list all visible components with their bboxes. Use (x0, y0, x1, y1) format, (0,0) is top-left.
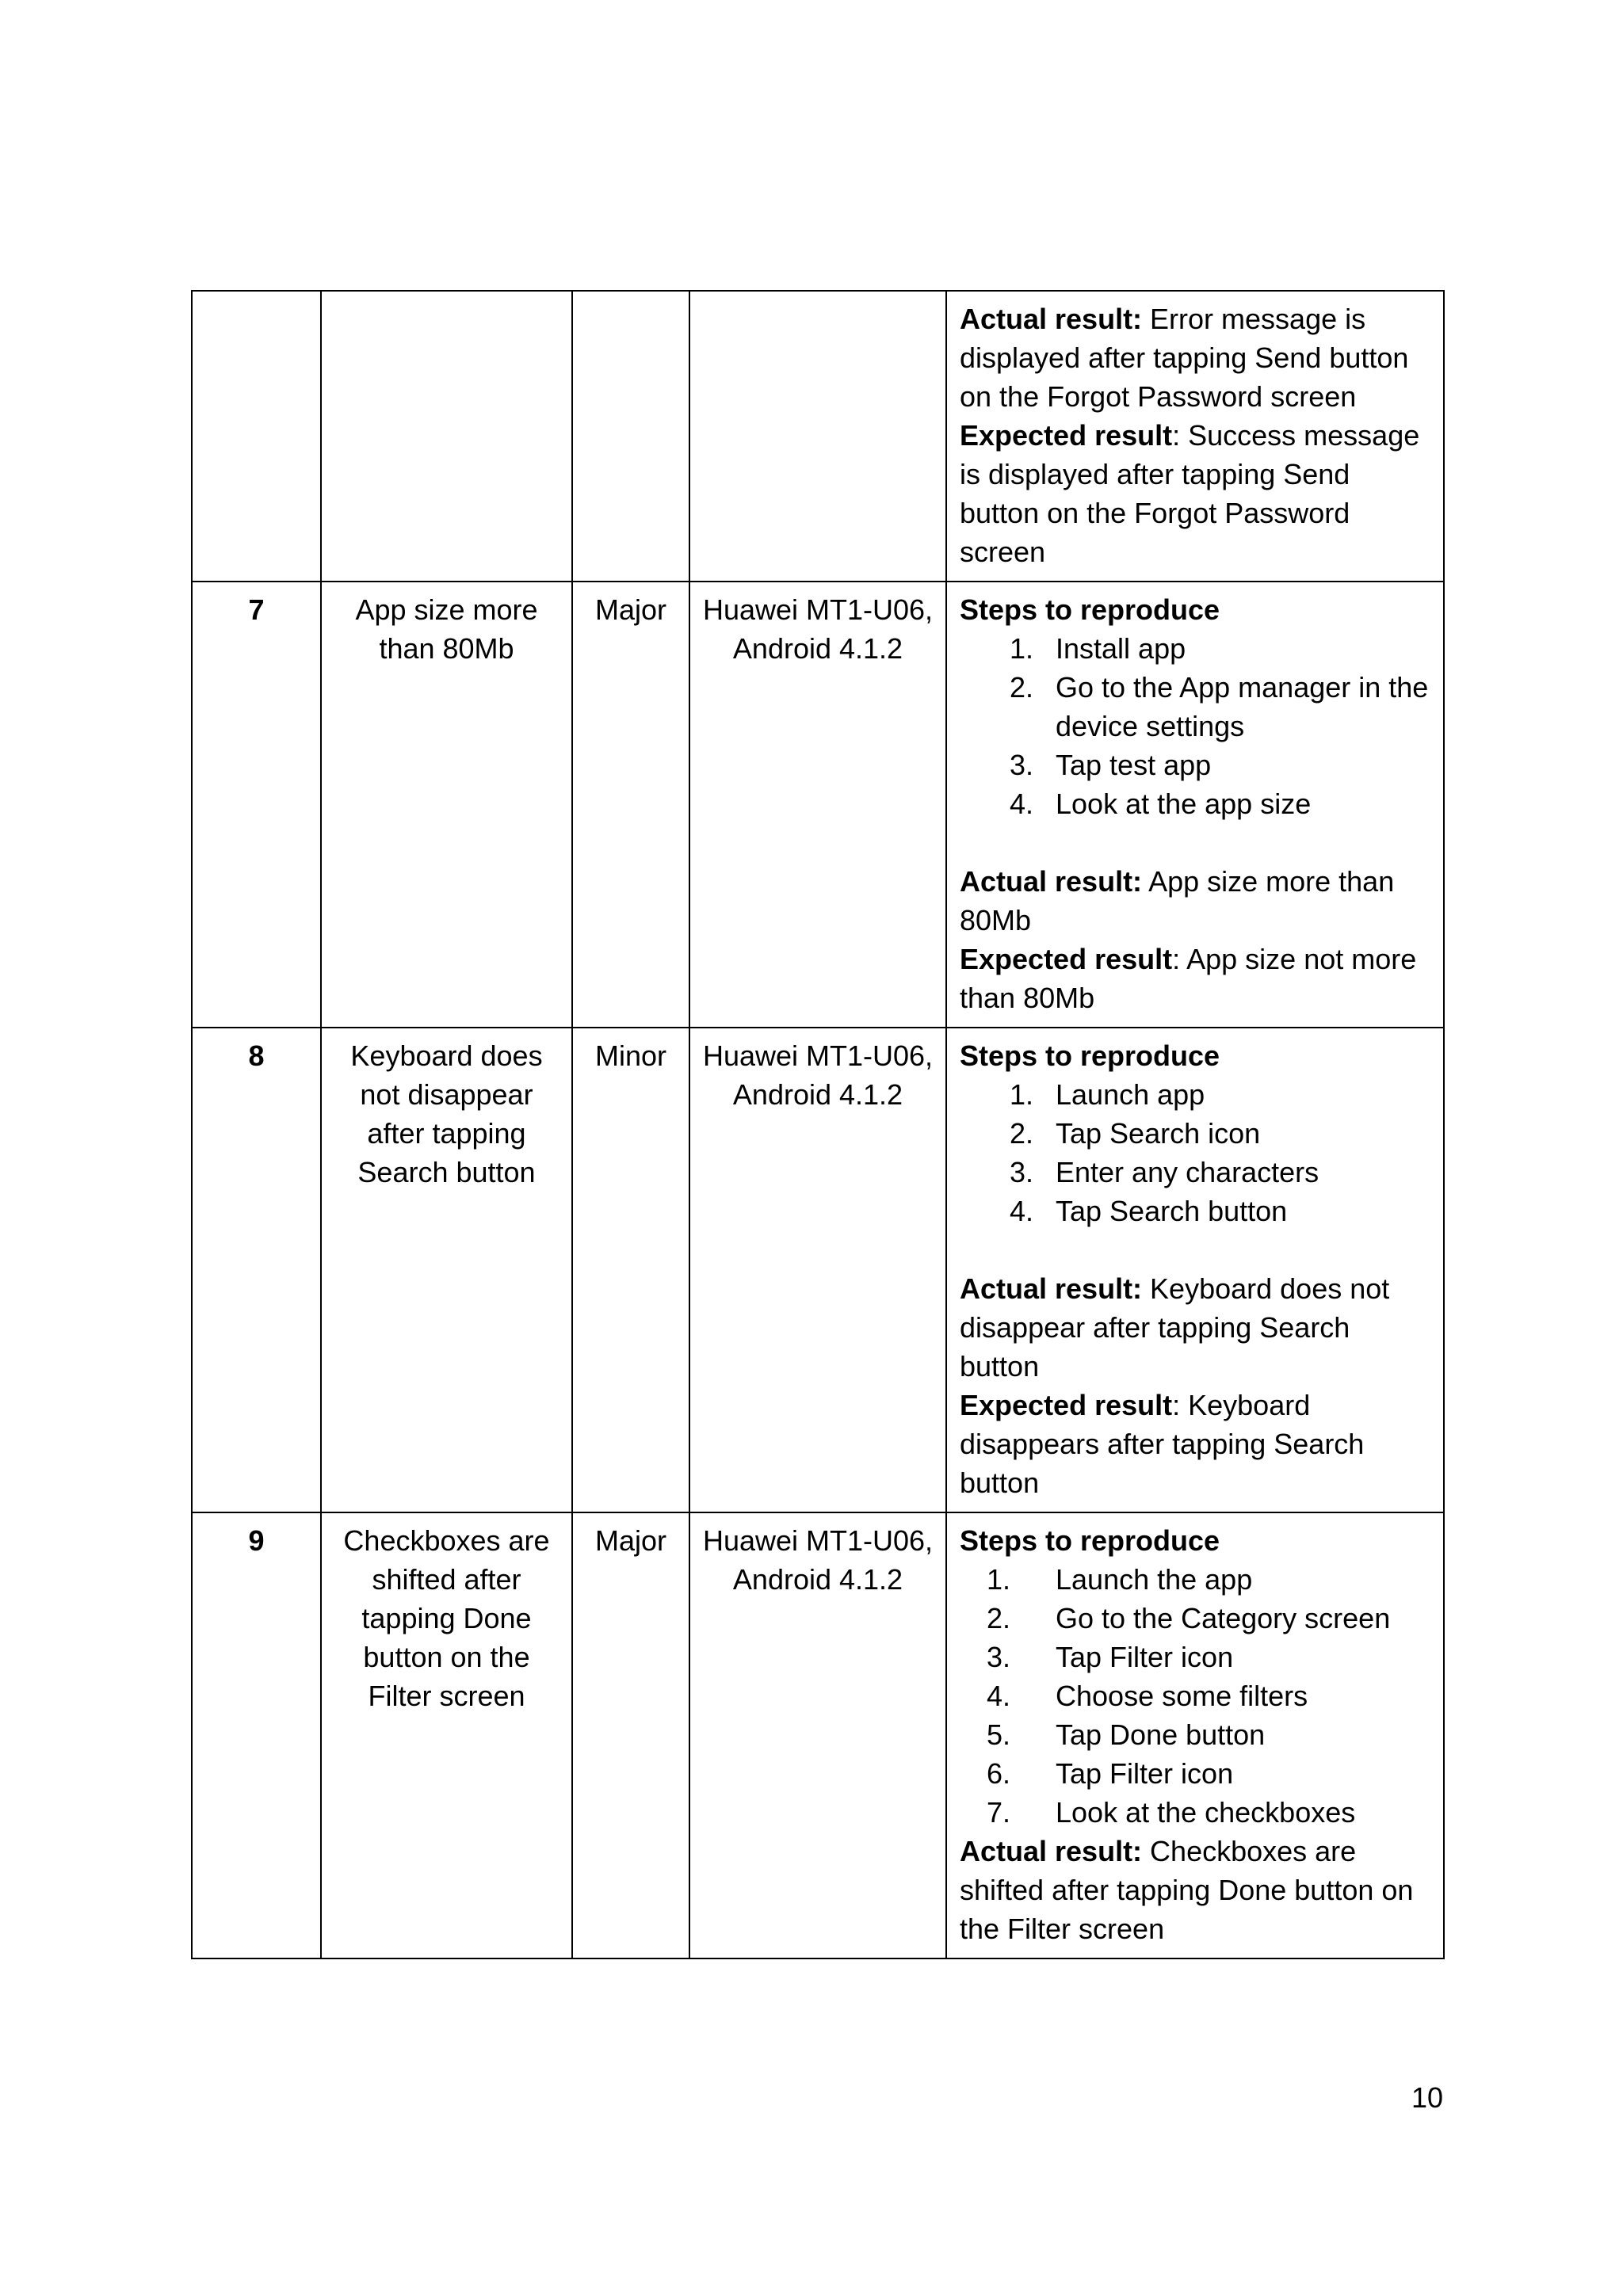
list-item: 1. Launch app (1009, 1078, 1205, 1111)
list-item: 2. Go to the App manager in the device settings (1009, 671, 1429, 742)
page-number: 10 (1411, 2081, 1443, 2114)
list-item: 6. Tap Filter icon (986, 1757, 1234, 1790)
steps-title: Steps to reproduce (960, 593, 1220, 626)
steps-title: Steps to reproduce (960, 1524, 1220, 1557)
bug-number-cell (192, 291, 321, 582)
actual-result: Actual result: Checkboxes are shifted after tapping Done button on the Filter screen (960, 1835, 1414, 1945)
actual-result: Actual result: App size more than 80Mb (960, 865, 1395, 936)
bug-severity-cell: Minor (572, 1028, 689, 1512)
bug-number-cell: 8 (192, 1028, 321, 1512)
list-item: 2. Go to the Category screen (986, 1602, 1391, 1634)
bug-description-cell (946, 582, 1444, 1028)
expected-result: Expected result: Success message is displayed after tapping Send button on the Forgot Password screen (960, 419, 1420, 568)
bug-device-cell: Huawei MT1-U06, Android 4.1.2 (689, 582, 946, 1028)
list-item: 4. Tap Search button (1009, 1195, 1288, 1227)
bug-severity-cell: Major (572, 582, 689, 1028)
list-item: 3. Enter any characters (1009, 1156, 1319, 1188)
bug-description-cell (946, 1512, 1444, 1958)
bug-number-cell: 7 (192, 582, 321, 1028)
bug-description-cell (946, 1028, 1444, 1512)
table-row (192, 1028, 1444, 1512)
steps-list (960, 1075, 1435, 1230)
bug-severity-cell: Major (572, 1512, 689, 1958)
list-item: 1. Install app (1009, 632, 1186, 665)
actual-result: Actual result: Keyboard does not disappear after tapping Search button (960, 1272, 1390, 1383)
list-item: 7. Look at the checkboxes (986, 1796, 1356, 1829)
bug-number-cell: 9 (192, 1512, 321, 1958)
list-item: 2. Tap Search icon (1009, 1117, 1261, 1150)
steps-list (960, 629, 1435, 823)
table-row (192, 291, 1444, 582)
steps-list (960, 1560, 1435, 1832)
bug-summary-cell (321, 291, 572, 582)
expected-result: Expected result: Keyboard disappears after tapping Search button (960, 1389, 1365, 1499)
list-item: 3. Tap test app (1009, 749, 1212, 781)
bug-description-cell (946, 291, 1444, 582)
bug-report-table (191, 290, 1445, 1959)
list-item: 4. Choose some filters (986, 1680, 1308, 1712)
bug-device-cell: Huawei MT1-U06, Android 4.1.2 (689, 1512, 946, 1958)
list-item: 3. Tap Filter icon (986, 1641, 1234, 1673)
bug-summary-cell: Keyboard does not disappear after tapping Search button (321, 1028, 572, 1512)
bug-severity-cell (572, 291, 689, 582)
table-row (192, 582, 1444, 1028)
list-item: 4. Look at the app size (1009, 788, 1312, 820)
bug-device-cell: Huawei MT1-U06, Android 4.1.2 (689, 1028, 946, 1512)
expected-result: Expected result: App size not more than 80Mb (960, 943, 1417, 1014)
bug-summary-cell: App size more than 80Mb (321, 582, 572, 1028)
list-item: 1. Launch the app (986, 1563, 1253, 1596)
actual-result: Actual result: Error message is displayed after tapping Send button on the Forgot Password screen (960, 303, 1409, 413)
bug-device-cell (689, 291, 946, 582)
steps-title: Steps to reproduce (960, 1039, 1220, 1072)
table-row (192, 1512, 1444, 1958)
list-item: 5. Tap Done button (986, 1718, 1266, 1751)
bug-summary-cell: Checkboxes are shifted after tapping Done button on the Filter screen (321, 1512, 572, 1958)
